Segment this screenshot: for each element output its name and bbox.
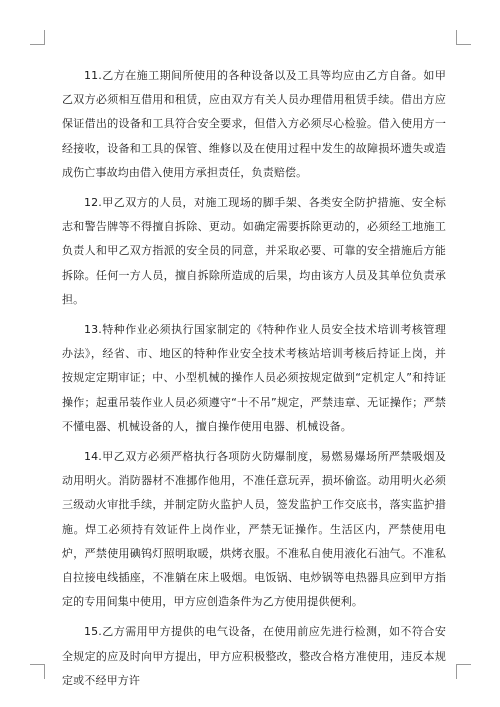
- paragraph-12: 12.甲乙双方的人员，对施工现场的脚手架、各类安全防护措施、安全标志和警告牌等不得擅自拆除、更动。如确定需要拆除更动的，必须经工地施工负责人和甲乙双方指派的安全员的同意，并采取必要、可靠的安全措施后方能拆除。任何一方人员，擅自拆除所造成的后果，均由该方人员及其单位负责承担。: [62, 196, 446, 306]
- crop-mark-top-right: [456, 30, 471, 45]
- document-body: [62, 64, 446, 704]
- paragraph-14: 14.甲乙双方必须严格执行各项防火防爆制度，易燃易爆场所严禁吸烟及动用明火。消防器材不准挪作他用，不准任意玩弄，损坏偷盗。动用明火必须三级动火审批手续，并制定防火监护人员，签发监护工作交底书，落实监护措施。焊工必须持有效证件上岗作业，严禁无证操作。生活区内，严禁使用电炉，严禁使用碘钨灯照明取暖，烘烤衣服。不准私自使用液化石油气。不准私自拉接电线插座，不准躺在床上吸烟。电饭锅、电炒锅等电热器具应到甲方指定的专用间集中使用，甲方应创造条件为乙方使用提供便利。: [62, 450, 446, 609]
- paragraph-11: 11.乙方在施工期间所使用的各种设备以及工具等均应由乙方自备。如甲乙双方必须相互借用和租赁，应由双方有关人员办理借用租赁手续。借出方应保证借出的设备和工具符合安全要求，但借入方必须尽心检验。借入使用方一经接收，设备和工具的保管、维修以及在使用过程中发生的故障损坏遗失或造成伤亡事故均由借入使用方承担责任，负责赔偿。: [62, 69, 446, 179]
- paragraph-13: 13.特种作业必须执行国家制定的《特种作业人员安全技术培训考核管理办法》，经省、市、地区的特种作业安全技术考核站培训考核后持证上岗，并按规定定期审证；中、小型机械的操作人员必须按规定做到“定机定人”和持证操作；起重吊装作业人员必须遵守“十不吊”规定，严禁违章、无证操作；严禁不懂电器、机械设备的人，擅自操作使用电器、机械设备。: [62, 323, 446, 433]
- crop-mark-bottom-left: [30, 664, 45, 679]
- crop-mark-bottom-right: [456, 664, 471, 679]
- paragraph-15: 15.乙方需用甲方提供的电气设备，在使用前应先进行检测，如不符合安全规定的应及时向甲方提出，甲方应积极整改，整改合格方准使用，违反本规定或不经甲方许: [62, 625, 446, 687]
- crop-mark-top-left: [30, 30, 45, 45]
